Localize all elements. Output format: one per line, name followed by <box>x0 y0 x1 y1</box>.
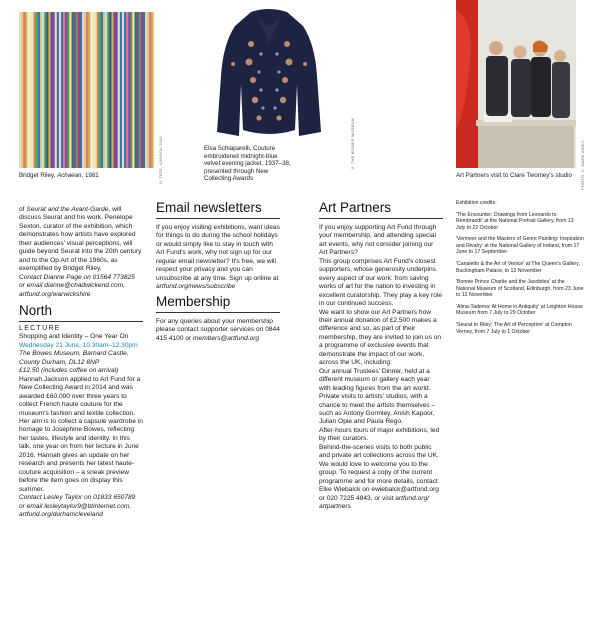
riley-stripe <box>95 12 97 168</box>
column-2 <box>156 200 280 343</box>
art-partners-p4: Our annual Trustees' Dinner, held at a different museum or gallery each year with leading figures from the art world. <box>319 367 431 392</box>
riley-stripe <box>101 12 103 168</box>
column-3 <box>319 200 443 511</box>
exhibition-credit: 'Alma-Tadema: At Home in Antiquity' at Leighton House Museum from 7 July to 29 October <box>456 303 583 317</box>
riley-stripe <box>36 12 38 168</box>
riley-stripe <box>141 12 143 168</box>
riley-stripe <box>27 12 29 168</box>
membership-body: For any queries about your membership please contact supporter services on 0844 415 4100 or members@artfund.org <box>156 317 280 342</box>
riley-stripe <box>25 12 27 168</box>
riley-stripe <box>97 12 99 168</box>
riley-stripe <box>143 12 145 168</box>
riley-stripe <box>55 12 57 168</box>
riley-stripe <box>76 12 78 168</box>
riley-stripe <box>145 12 147 168</box>
riley-stripe <box>153 12 155 168</box>
riley-stripe <box>99 12 101 168</box>
riley-stripe <box>109 12 111 168</box>
riley-stripe <box>132 12 134 168</box>
twomey-credit: PHOTO © JAMIE AIREY <box>580 140 585 190</box>
riley-stripe <box>65 12 67 168</box>
riley-stripe <box>124 12 126 168</box>
art-partners-p6: After-hours tours of major exhibitions, led by their curators. <box>319 426 440 443</box>
riley-stripe <box>128 12 130 168</box>
riley-stripe <box>120 12 122 168</box>
exhibition-credits-title: Exhibition credits: <box>456 200 497 206</box>
riley-stripe <box>151 12 153 168</box>
column-4 <box>456 200 584 340</box>
riley-stripe <box>40 12 42 168</box>
riley-lecture-intro: of Seurat and the Avant-Garde, will discuss Seurat and his work. Penelope Sexton, curator of the exhibition, which demonstrates how artists have explored their audiences' visual perceptions, will guide beyond Seurat into the 20th century and to the Op Art of the 1960s, as exemplified by Bridget Riley. <box>19 206 142 273</box>
riley-stripe <box>51 12 53 168</box>
riley-stripe <box>42 12 44 168</box>
riley-stripe <box>126 12 128 168</box>
schiaparelli-caption: Elsa Schiaparelli, Couture embroidered midnight-blue velvet evening jacket, 1937–38, presented through New Collecting Awards <box>204 145 291 183</box>
riley-stripe <box>34 12 36 168</box>
riley-stripe <box>82 12 84 168</box>
riley-stripe <box>48 12 50 168</box>
riley-stripe <box>147 12 149 168</box>
exhibition-credit: 'Seurat to Riley: The Art of Perception' at Compton Verney, from 7 July to 1 October <box>456 322 572 335</box>
riley-stripe <box>90 12 92 168</box>
art-partners-divider <box>319 218 443 219</box>
riley-stripe <box>93 12 95 168</box>
membership-divider <box>156 312 280 313</box>
riley-stripe <box>105 12 107 168</box>
email-newsletters-body: If you enjoy visiting exhibitions, want ideas for things to do during the school holidays or would simply like to stay in touch with Art Fund's work, why not sign up for our regular email newsletter? It's free, we will respect your privacy and you can unsubscribe at any time. Sign up online at artfund.org/news/subscribe <box>156 224 280 291</box>
riley-stripe <box>118 12 120 168</box>
schiaparelli-credit: © THE BOWES MUSEUM <box>350 118 355 171</box>
riley-caption: Bridget Riley, Achaean, 1981 <box>19 172 99 179</box>
riley-stripe <box>135 12 137 168</box>
riley-stripe <box>116 12 118 168</box>
riley-stripe <box>46 12 48 168</box>
riley-stripe <box>19 12 21 168</box>
lecture-date: Wednesday 21 June, 10.30am–12.30pm <box>19 341 138 349</box>
riley-stripe <box>137 12 139 168</box>
riley-stripe <box>78 12 80 168</box>
art-partners-p2: This group comprises Art Fund's closest supporters, whose generosity underpins every aspect of our work: from saving works of art for the nation to investing in excellent curatorship. They play a key role in our continued success. <box>319 257 443 308</box>
twomey-caption: Art Partners visit to Clare Twomey's studio <box>456 172 572 179</box>
exhibition-credit: 'Vermeer and the Masters of Genre Painting: Inspiration and Rivalry' at the National Gallery of Ireland, from 17 June to 17 September <box>456 236 584 256</box>
riley-stripe <box>63 12 65 168</box>
riley-painting-image <box>19 12 155 168</box>
warwickshire-contact: Contact Dianne Page on 01564 773825 or email dianne@chadwickend.com, artfund.org/warwickshire <box>19 273 135 298</box>
riley-stripe <box>111 12 113 168</box>
art-partners-p3: We want to show our Art Partners how their annual donation of £2,500 makes a difference and so, as part of their membership, they are invited to join us on a programme of exclusive events that demonstrate the impact of our work, across the UK, including: <box>319 308 442 367</box>
lecture-label: LECTURE <box>19 324 61 332</box>
riley-stripe <box>21 12 23 168</box>
lecture-title: Shopping and Identity – One Year On <box>19 333 129 341</box>
riley-stripe <box>114 12 116 168</box>
riley-stripe <box>130 12 132 168</box>
art-partners-heading: Art Partners <box>319 200 392 215</box>
riley-stripe <box>72 12 74 168</box>
email-newsletters-heading: Email newsletters <box>156 200 262 215</box>
art-partners-p8: We would love to welcome you to the group. To request a copy of the current programme and for more details, contact Elke Wiebalck on ewiebalck@artfund.org or 020 7225 4843, or visit artfund.org/ artpartners <box>319 460 439 510</box>
riley-stripe <box>44 12 46 168</box>
column-1 <box>19 206 143 519</box>
schiaparelli-jacket-image <box>199 4 339 142</box>
riley-stripe <box>139 12 141 168</box>
exhibition-credit: 'Canaletto & the Art of Venice' at The Queen's Gallery, Buckingham Palace, to 12 November <box>456 261 580 274</box>
riley-stripe <box>80 12 82 168</box>
riley-stripe <box>23 12 25 168</box>
riley-stripe <box>88 12 90 168</box>
north-divider <box>19 321 143 322</box>
art-partners-p5: Private visits to artists' studios, with a chance to meet the artists themselves – such as Antony Gormley, Anish Kapoor, Julian Opie and Paula Rego. <box>319 393 436 426</box>
riley-credit: © TATE, LONDON 2015 <box>158 136 163 185</box>
members-email-link[interactable]: members@artfund.org <box>193 334 260 342</box>
twomey-studio-photo <box>456 0 576 168</box>
art-partners-link[interactable]: artfund.org/ artpartners <box>319 494 429 510</box>
riley-stripes <box>19 12 155 168</box>
membership-heading: Membership <box>156 293 231 309</box>
lecture-body: Hannah Jackson applied to Art Fund for a New Collecting Award in 2014 and was awarded £60,000 over three years to collect French haute couture for the museum's fashion and textile collection. Her aim is to collect a capsule wardrobe in homage to Joséphine Bowes, reflecting her tastes, lifestyle and identity. In this talk, one year on from her lecture in June 2016, Hannah gives an update on her research and presents her latest haute-couture acquisition – a sneak preview before the item goes on display this summer. <box>19 375 143 493</box>
riley-stripe <box>30 12 32 168</box>
durham-contact: Contact Lesley Taylor on 01833 650789 or email lesleytaylor9@btinternet.com, artfund.org/durhamcleveland <box>19 494 136 518</box>
riley-stripe <box>53 12 55 168</box>
riley-stripe <box>103 12 105 168</box>
riley-stripe <box>61 12 63 168</box>
north-heading: North <box>19 302 53 318</box>
riley-stripe <box>38 12 40 168</box>
exhibition-credit: 'The Encounter: Drawings from Leonardo to Rembrandt' at the National Portrait Gallery, from 13 July to 22 October <box>456 211 574 231</box>
riley-stripe <box>57 12 59 168</box>
exhibition-credit: 'Bonnie Prince Charlie and the Jacobites' at the National Museum of Scotland, Edinburgh, from 23 June to 12 November <box>456 279 584 299</box>
riley-stripe <box>107 12 109 168</box>
riley-stripe <box>149 12 151 168</box>
email-divider <box>156 218 280 219</box>
art-partners-p7: Behind-the-scenes visits to both public and private art collections across the UK. <box>319 443 439 460</box>
lecture-venue: The Bowes Museum, Barnard Castle, County Durham, DL12 8NP £12.50 (includes coffee on arrival) <box>19 350 129 375</box>
riley-stripe <box>84 12 86 168</box>
art-partners-p1: If you enjoy supporting Art Fund through your membership, and attending special art events, why not consider joining our Art Partners? <box>319 224 437 257</box>
riley-stripe <box>32 12 34 168</box>
riley-stripe <box>69 12 71 168</box>
riley-stripe <box>59 12 61 168</box>
subscribe-link[interactable]: artfund.org/news/subscribe <box>156 283 236 291</box>
riley-stripe <box>67 12 69 168</box>
riley-stripe <box>122 12 124 168</box>
riley-stripe <box>74 12 76 168</box>
riley-stripe <box>86 12 88 168</box>
